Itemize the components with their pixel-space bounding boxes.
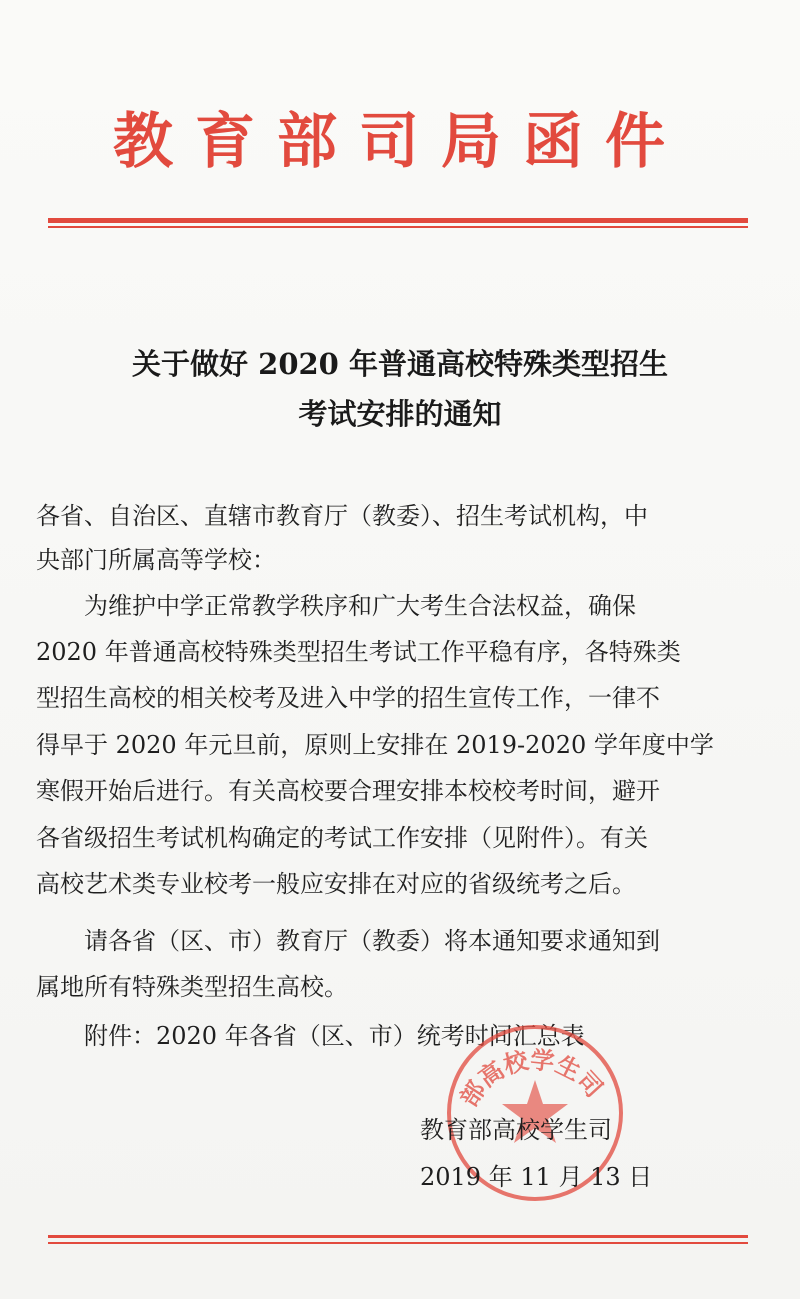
body-line: 为维护中学正常教学秩序和广大考生合法权益，确保	[36, 592, 636, 620]
letterhead-title: 教育部司局函件	[113, 107, 687, 177]
body-line: 得早于 2020 年元旦前，原则上安排在 2019-2020 学年度中学	[36, 731, 714, 759]
body-line: 型招生高校的相关校考及进入中学的招生宣传工作，一律不	[36, 684, 660, 712]
signer-org: 教育部高校学生司	[420, 1116, 612, 1144]
footer-rule	[48, 1235, 748, 1238]
body-line: 高校艺术类专业校考一般应安排在对应的省级统考之后。	[36, 870, 636, 898]
body-line: 属地所有特殊类型招生高校。	[36, 973, 348, 1001]
footer-rule-thin	[48, 1242, 748, 1244]
svg-text:部高校学生司: 部高校学生司	[453, 1044, 609, 1112]
body-line: 各省级招生考试机构确定的考试工作安排（见附件）。有关	[36, 824, 648, 852]
attachment-line: 附件：2020 年各省（区、市）统考时间汇总表	[36, 1022, 585, 1050]
body-line: 2020 年普通高校特殊类型招生考试工作平稳有序，各特殊类	[36, 638, 681, 666]
signature-date: 2019 年 11 月 13 日	[420, 1163, 653, 1191]
addressee-line-1: 各省、自治区、直辖市教育厅（教委）、招生考试机构，中	[36, 502, 648, 530]
notice-title-line-2: 考试安排的通知	[298, 397, 502, 431]
body-line: 寒假开始后进行。有关高校要合理安排本校校考时间，避开	[36, 777, 660, 805]
letterhead-rule-thin	[48, 226, 748, 228]
notice-title-line-1: 关于做好 2020 年普通高校特殊类型招生	[132, 347, 668, 381]
body-line: 请各省（区、市）教育厅（教委）将本通知要求通知到	[36, 927, 660, 955]
addressee-line-2: 央部门所属高等学校：	[36, 546, 276, 574]
letterhead-rule	[48, 218, 748, 223]
